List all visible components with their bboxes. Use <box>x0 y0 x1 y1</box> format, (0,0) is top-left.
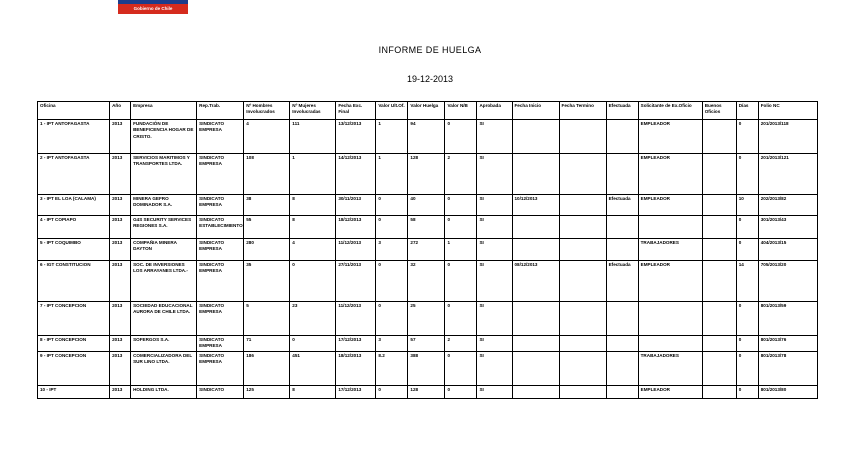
table-row <box>38 261 818 302</box>
table-cell: SINDICATO EMPRESA <box>197 154 244 195</box>
col-header-efectuada: Efectuada <box>606 102 638 120</box>
table-cell: 2013 <box>110 336 131 352</box>
table-cell: SI <box>477 120 512 154</box>
col-header-fecha-inicio: Fecha Inicio <box>512 102 559 120</box>
table-cell: 18/12/2013 <box>336 352 376 386</box>
table-cell: 2013 <box>110 302 131 336</box>
table-row <box>38 239 818 261</box>
table-cell: 202/2013/82 <box>758 195 817 216</box>
table-cell: 301/2013/43 <box>758 216 817 239</box>
col-header-empresa: Empresa <box>131 102 197 120</box>
table-cell: 0 <box>290 261 336 302</box>
table-cell: 201/2013/121 <box>758 154 817 195</box>
table-cell <box>559 216 606 239</box>
table-cell: 11/12/2013 <box>336 239 376 261</box>
table-cell: 8 <box>290 386 336 399</box>
table-cell <box>512 154 559 195</box>
table-cell: 14/12/2013 <box>336 154 376 195</box>
col-header-dias: Días <box>736 102 758 120</box>
table-cell: 0 <box>376 195 408 216</box>
table-cell <box>559 195 606 216</box>
table-cell <box>606 386 638 399</box>
table-cell <box>559 239 606 261</box>
table-cell <box>559 386 606 399</box>
table-cell: 801/2013/76 <box>758 336 817 352</box>
table-cell: 4 <box>290 239 336 261</box>
table-cell: 17/12/2013 <box>336 386 376 399</box>
table-cell <box>702 216 736 239</box>
table-cell: HOLDING LTDA. <box>131 386 197 399</box>
table-cell: SI <box>477 386 512 399</box>
table-cell <box>559 352 606 386</box>
table-cell <box>702 195 736 216</box>
table-cell: 0 <box>445 216 477 239</box>
table-cell: 4 <box>244 120 290 154</box>
table-cell <box>512 120 559 154</box>
table-row <box>38 154 818 195</box>
table-cell: 2013 <box>110 261 131 302</box>
table-cell: COMERCIALIZADORA DEL SUR LINO LTDA. <box>131 352 197 386</box>
table-cell: 6 - IGT CONSTITUCION <box>38 261 110 302</box>
table-cell: 0 <box>736 336 758 352</box>
col-header-valor-nb: Valor N/B <box>445 102 477 120</box>
table-cell: 8 <box>290 216 336 239</box>
table-cell: SINDICATO EMPRESA <box>197 195 244 216</box>
table-cell: 201/2013/118 <box>758 120 817 154</box>
table-cell: 38 <box>244 195 290 216</box>
table-cell <box>638 302 702 336</box>
table-cell: 0 <box>376 386 408 399</box>
table-cell: SINDICATO EMPRESA <box>197 302 244 336</box>
table-cell: 1 <box>290 154 336 195</box>
table-cell: 801/2013/78 <box>758 352 817 386</box>
table-cell: SOFERGOS S.A. <box>131 336 197 352</box>
col-header-hombres: Nº Hombres Involucrados <box>244 102 290 120</box>
table-cell: SINDICATO EMPRESA <box>197 120 244 154</box>
table-cell: 0 <box>736 154 758 195</box>
table-cell: 0 <box>445 120 477 154</box>
government-logo <box>118 0 188 14</box>
table-cell: SINDICATO ESTABLECIMIENTO <box>197 216 244 239</box>
table-cell: SINDICATO <box>197 386 244 399</box>
table-cell: TRABAJADORES <box>638 352 702 386</box>
table-cell <box>702 154 736 195</box>
table-cell: SI <box>477 239 512 261</box>
table-cell <box>606 239 638 261</box>
table-row <box>38 386 818 399</box>
table-cell: 272 <box>408 239 445 261</box>
table-cell: 17/12/2013 <box>336 336 376 352</box>
table-cell: 801/2013/80 <box>758 386 817 399</box>
table-cell: 2013 <box>110 239 131 261</box>
table-cell: 11/12/2013 <box>336 302 376 336</box>
table-cell: 14 <box>736 261 758 302</box>
table-cell: 801/2013/59 <box>758 302 817 336</box>
col-header-valor-ult: Valor Ult.Of. <box>376 102 408 120</box>
table-cell: 388 <box>408 352 445 386</box>
table-cell: 128 <box>408 154 445 195</box>
col-header-folio: Folio NC <box>758 102 817 120</box>
table-cell: 0 <box>736 216 758 239</box>
table-cell: SOCIEDAD EDUCACIONAL AURORA DE CHILE LTDA. <box>131 302 197 336</box>
table-cell: SI <box>477 195 512 216</box>
table-cell: 404/2013/15 <box>758 239 817 261</box>
table-cell: SI <box>477 261 512 302</box>
table-cell: 23 <box>290 302 336 336</box>
table-cell <box>512 352 559 386</box>
table-cell: SINDICATO EMPRESA <box>197 239 244 261</box>
table-cell: Efectuada <box>606 195 638 216</box>
table-cell: 2013 <box>110 120 131 154</box>
table-cell: SI <box>477 154 512 195</box>
table-cell: 3 - IPT EL LOA (CALAMA) <box>38 195 110 216</box>
table-cell: MINERA GEFRO DOMINADOR S.A. <box>131 195 197 216</box>
table-cell: 0 <box>736 386 758 399</box>
table-cell <box>559 261 606 302</box>
table-cell <box>512 386 559 399</box>
table-cell <box>559 120 606 154</box>
table-cell: 2 <box>445 336 477 352</box>
table-cell: 10/12/2013 <box>512 195 559 216</box>
table-cell: 71 <box>244 336 290 352</box>
table-cell: 186 <box>244 352 290 386</box>
table-cell: 35 <box>244 261 290 302</box>
table-cell <box>512 239 559 261</box>
table-cell: EMPLEADOR <box>638 261 702 302</box>
table-cell: EMPLEADOR <box>638 195 702 216</box>
table-cell: SI <box>477 336 512 352</box>
col-header-fecha-termino: Fecha Termino <box>559 102 606 120</box>
table-cell: 0 <box>445 195 477 216</box>
col-header-valor-huelga: Valor Huelga <box>408 102 445 120</box>
table-cell: 32 <box>408 261 445 302</box>
table-cell: 451 <box>290 352 336 386</box>
table-cell: SINDICATO EMPRESA <box>197 261 244 302</box>
table-cell <box>606 120 638 154</box>
table-cell: 0 <box>445 261 477 302</box>
table-cell <box>638 216 702 239</box>
table-cell: 5 - IPT COQUIMBO <box>38 239 110 261</box>
col-header-oficina: Oficina <box>38 102 110 120</box>
table-cell: 2 - IPT ANTOFAGASTA <box>38 154 110 195</box>
table-cell: 3 <box>376 239 408 261</box>
table-cell: FUNDACIÓN DE BENEFICENCIA HOGAR DE CRISTO. <box>131 120 197 154</box>
table-cell: 94 <box>408 120 445 154</box>
table-cell: SINDICATO EMPRESA <box>197 352 244 386</box>
table-cell <box>702 352 736 386</box>
table-cell: 2013 <box>110 195 131 216</box>
table-cell: COMPAÑIA MINERA DAYTON <box>131 239 197 261</box>
table-cell <box>606 336 638 352</box>
table-cell <box>638 336 702 352</box>
table-cell: 55 <box>244 216 290 239</box>
col-header-aprobada: Aprobada <box>477 102 512 120</box>
table-cell: SI <box>477 352 512 386</box>
table-cell: SOC. DE INVERSIONES LOS ARRAYANES LTDA.- <box>131 261 197 302</box>
table-cell: SI <box>477 302 512 336</box>
col-header-mujeres: Nº Mujeres Involucradas <box>290 102 336 120</box>
table-cell: 4 - IPT COPIAPO <box>38 216 110 239</box>
table-cell: 0 <box>736 120 758 154</box>
report-date: 19-12-2013 <box>406 74 454 84</box>
table-row <box>38 216 818 239</box>
table-cell <box>702 239 736 261</box>
table-cell <box>606 352 638 386</box>
table-cell: 57 <box>408 336 445 352</box>
table-cell <box>559 336 606 352</box>
table-cell: 0 <box>376 261 408 302</box>
table-cell: Efectuada <box>606 261 638 302</box>
table-cell <box>559 154 606 195</box>
table-cell: G4S SECURITY SERVICES REGIONES S.A. <box>131 216 197 239</box>
table-cell: 40 <box>408 195 445 216</box>
table-cell: 5 <box>244 302 290 336</box>
table-cell: SERVICIOS MARITIMOS Y TRANSPORTES LTDA. <box>131 154 197 195</box>
table-row <box>38 195 818 216</box>
table-cell: 8 <box>290 195 336 216</box>
table-cell: 0 <box>290 336 336 352</box>
table-cell: 111 <box>290 120 336 154</box>
table-cell: SINDICATO EMPRESA <box>197 336 244 352</box>
col-header-buenos-oficios: Buenos Oficios <box>702 102 736 120</box>
table-row <box>38 120 818 154</box>
strike-report-table <box>37 101 818 399</box>
col-header-solicitante: Solicitante de Ex.Oficio <box>638 102 702 120</box>
table-cell: 128 <box>408 386 445 399</box>
table-cell <box>702 261 736 302</box>
table-cell: 10 <box>736 195 758 216</box>
table-cell: 2013 <box>110 352 131 386</box>
table-cell <box>702 120 736 154</box>
report-title: INFORME DE HUELGA <box>378 45 482 55</box>
table-cell: 0 <box>736 302 758 336</box>
table-cell <box>512 302 559 336</box>
table-cell: 9 - IPT CONCEPCION <box>38 352 110 386</box>
table-cell: 25 <box>408 302 445 336</box>
table-cell: TRABAJADORES <box>638 239 702 261</box>
table-cell: EMPLEADOR <box>638 120 702 154</box>
col-header-fecha-exc: Fecha Exc. Final <box>336 102 376 120</box>
table-cell: 0 <box>376 216 408 239</box>
table-cell: 705/2013/20 <box>758 261 817 302</box>
table-cell: 0 <box>445 302 477 336</box>
table-cell: 0 <box>445 386 477 399</box>
col-header-ano: Año <box>110 102 131 120</box>
table-cell: 108 <box>244 154 290 195</box>
table-cell <box>606 154 638 195</box>
table-cell: 0 <box>376 302 408 336</box>
table-cell: 280 <box>244 239 290 261</box>
table-cell <box>606 216 638 239</box>
table-row <box>38 352 818 386</box>
table-cell: 10 - IPT <box>38 386 110 399</box>
table-cell: 8.2 <box>376 352 408 386</box>
table-cell: 1 <box>445 239 477 261</box>
table-row <box>38 336 818 352</box>
table-cell: 2013 <box>110 154 131 195</box>
table-row <box>38 302 818 336</box>
table-cell: SI <box>477 216 512 239</box>
table-cell: 18/12/2013 <box>336 216 376 239</box>
table-cell <box>512 336 559 352</box>
table-cell: 0 <box>736 239 758 261</box>
table-cell: 13/12/2013 <box>336 120 376 154</box>
col-header-rep-trab: Rep.Trab. <box>197 102 244 120</box>
table-cell: EMPLEADOR <box>638 386 702 399</box>
table-cell <box>512 216 559 239</box>
table-cell <box>559 302 606 336</box>
table-cell: 7 - IPT CONCEPCION <box>38 302 110 336</box>
table-cell: 27/11/2013 <box>336 261 376 302</box>
table-cell: 8 - IPT CONCEPCION <box>38 336 110 352</box>
table-cell: 58 <box>408 216 445 239</box>
table-cell: 2013 <box>110 216 131 239</box>
table-cell: 0 <box>445 352 477 386</box>
table-cell: 08/12/2013 <box>512 261 559 302</box>
table-cell: 2 <box>445 154 477 195</box>
table-cell <box>702 302 736 336</box>
table-cell <box>702 336 736 352</box>
table-cell: 2013 <box>110 386 131 399</box>
logo-text: Gobierno de Chile <box>133 6 173 11</box>
table-cell: 30/11/2013 <box>336 195 376 216</box>
table-cell: 3 <box>376 336 408 352</box>
table-cell: 125 <box>244 386 290 399</box>
table-cell <box>702 386 736 399</box>
table-cell <box>606 302 638 336</box>
table-cell: EMPLEADOR <box>638 154 702 195</box>
table-cell: 0 <box>736 352 758 386</box>
table-cell: 1 - IPT ANTOFAGASTA <box>38 120 110 154</box>
table-header-row <box>38 102 818 120</box>
table-cell: 1 <box>376 120 408 154</box>
table-cell: 1 <box>376 154 408 195</box>
